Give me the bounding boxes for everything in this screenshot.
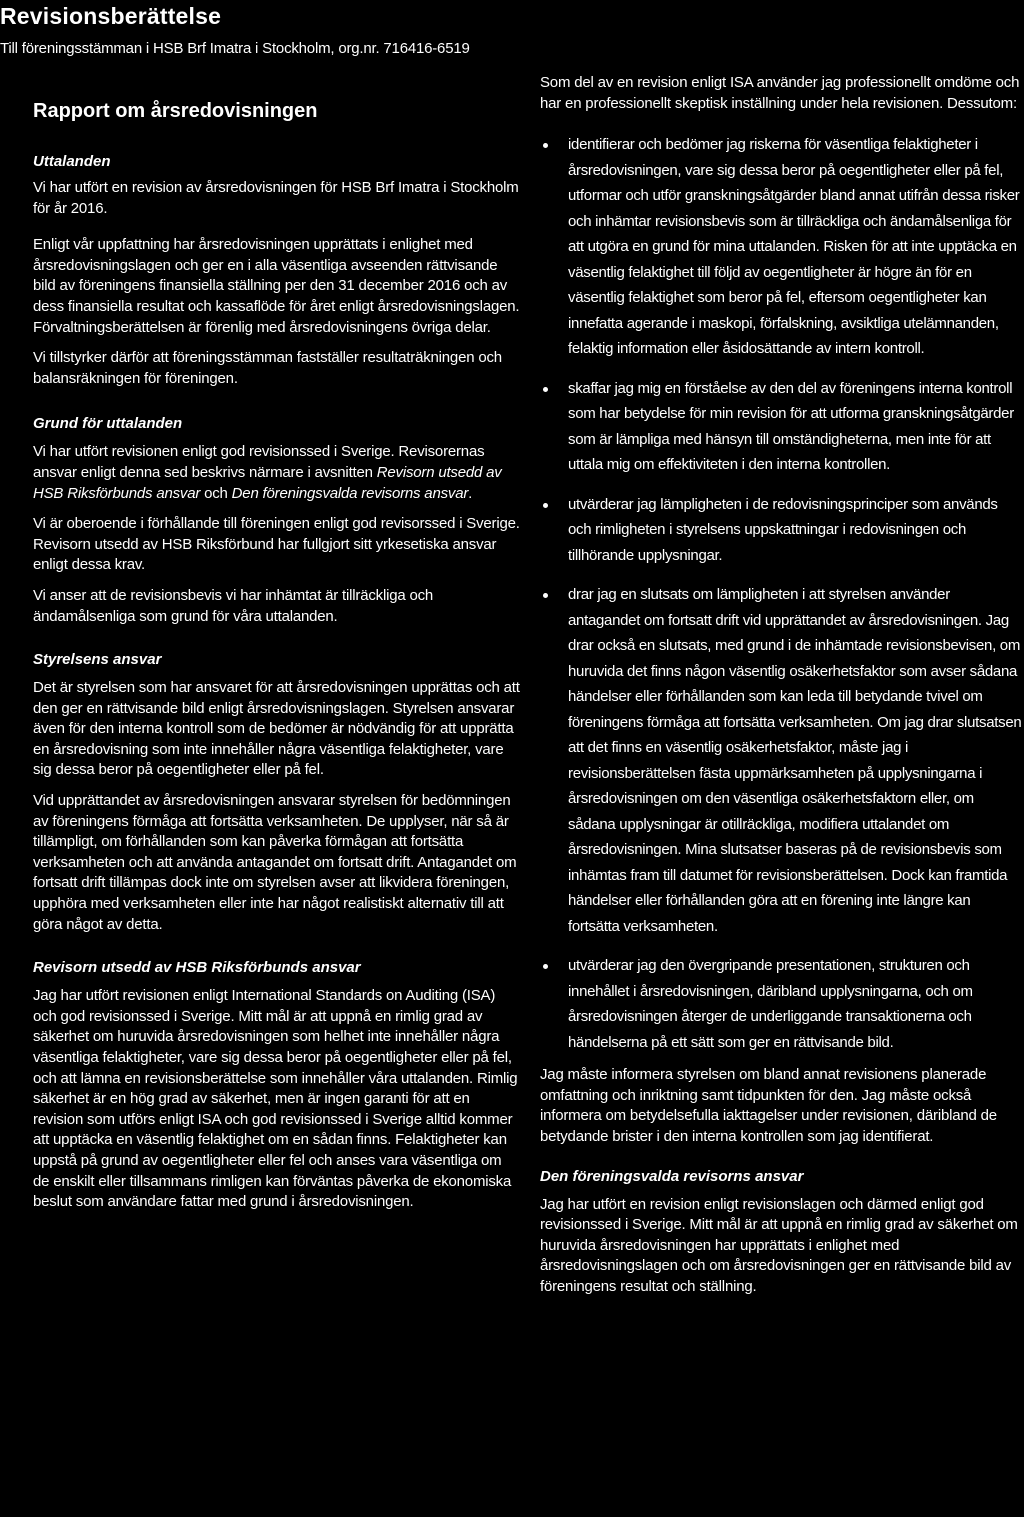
bullet-icon [543, 964, 548, 969]
document-subtitle: Till föreningsstämman i HSB Brf Imatra i Stockholm, org.nr. 716416-6519 [0, 40, 470, 57]
paragraph-grund-1 [33, 442, 520, 504]
heading-uttalanden: Uttalanden [33, 153, 111, 170]
bullet-icon [543, 143, 548, 148]
list-item: utvärderar jag den övergripande presentationen, strukturen och innehållet i årsredovisningen, däribland upplysningarna, och om årsredovisningen återger de underliggande transaktionerna och händelserna på ett sätt som ger en rättvisande bild. [540, 953, 1024, 1055]
list-item: drar jag en slutsats om lämpligheten i att styrelsen använder antagandet om fortsatt drift vid upprättandet av årsredovisningen. Jag drar också en slutsats, med grund i de inhämtade revisionsbevisen, om huruvida det finns någon väsentlig osäkerhetsfaktor som avser sådana händelser eller förhållanden som kan leda till betydande tvivel om föreningens förmåga att fortsätta verksamheten. Om jag drar slutsatsen att det finns en väsentlig osäkerhetsfaktor, måste jag i revisionsberättelsen fästa uppmärksamheten på upplysningarna i årsredovisningen om den väsentliga osäkerhetsfaktorn eller, om sådana upplysningar är otillräckliga, modifiera uttalandet om årsredovisningen. Mina slutsatser baseras på de revisionsbevis som inhämtas fram till datumet för revisionsberättelsen. Dock kan framtida händelser eller förhållanden göra att en förening inte längre kan fortsätta verksamheten. [540, 582, 1024, 939]
section-title-rapport: Rapport om årsredovisningen [33, 100, 318, 122]
grund-italic-ref-1: Revisorn utsedd av HSB Riksförbunds ansvar [33, 463, 502, 502]
grund-end: . [468, 484, 473, 502]
paragraph-grund-3: Vi anser att de revisionsbevis vi har inhämtat är tillräckliga och ändamålsenliga som grund för våra uttalanden. [33, 586, 434, 625]
document-title: Revisionsberättelse [0, 3, 222, 29]
heading-styrelsen: Styrelsens ansvar [33, 651, 162, 669]
grund-italic-ref-2: Den föreningsvalda revisorns ansvar [231, 484, 469, 502]
paragraph-intro: Som del av en revision enligt ISA använder jag professionellt omdöme och har en professionellt skeptisk inställning under hela revisionen. Dessutom: [540, 74, 1020, 112]
bullet-icon [543, 387, 548, 392]
heading-grund: Grund för uttalanden [33, 415, 183, 433]
paragraph-grund-2: Vi är oberoende i förhållande till föreningen enligt god revisorssed i Sverige. Revisorn utsedd av HSB Riksförbund har fullgjort sitt yrkesetiska ansvar enligt dessa krav. [33, 515, 520, 574]
list-item: identifierar och bedömer jag riskerna för väsentliga felaktigheter i årsredovisningen, vare sig dessa beror på oegentligheter eller på fel, utformar och utför granskningsåtgärder bland annat utifrån dessa risker och inhämtar revisionsbevis som är tillräckliga och ändamålsenliga för att utgöra en grund för mina uttalanden. Risken för att inte upptäcka en väsentlig felaktighet till följd av oegentligheter är högre än för en väsentlig felaktighet som beror på fel, eftersom oegentligheter kan innefatta agerande i maskopi, förfalskning, avsiktliga utelämnanden, felaktig information eller åsidosättande av intern kontroll. [540, 132, 1024, 362]
paragraph-foreningsvald-1: Jag har utfört en revision enligt revisionslagen och därmed enligt god revisionssed i Sverige. Mitt mål är att uppnå en rimlig grad av säkerhet om huruvida årsredovisningen har upprättats i enlighet med årsredovisningslagen och om årsredovisningen ger en rättvisande bild av föreningens resultat och ställning. [540, 1195, 1018, 1295]
right-column [540, 73, 1024, 1312]
paragraph-uttalanden-2: Enligt vår uppfattning har årsredovisningen upprättats i enlighet med årsredovisningslagen och ger en i alla väsentliga avseenden rättvisande bild av föreningens finansiella ställning per den 31 december 2016 och av dess finansiella resultat och kassaflöde för året enligt årsredovisningslagen. Förvaltningsberättelsen är förenlig med årsredovisningens övriga delar. [33, 236, 520, 336]
bullet-icon [543, 593, 548, 598]
paragraph-uttalanden-1: Vi har utfört en revision av årsredovisningen för HSB Brf Imatra i Stockholm för år 2016. [33, 179, 519, 217]
heading-foreningsvald: Den föreningsvalda revisorns ansvar [540, 1167, 804, 1185]
grund-text: Vi har utfört revisionen enligt god revisionssed i Sverige. Revisorernas ansvar enligt denna sed beskrivs närmare i avsnitten [33, 443, 485, 481]
paragraph-inform: Jag måste informera styrelsen om bland annat revisionens planerade omfattning och inriktning samt tidpunkten för den. Jag måste också informera om betydelsefulla iakttagelser under revisionen, däribland de betydande brister i den interna kontrollen som jag identifierat. [540, 1066, 997, 1145]
bullet-icon [543, 503, 548, 508]
heading-revisorn-hsb: Revisorn utsedd av HSB Riksförbunds ansvar [33, 959, 361, 977]
list-item: utvärderar jag lämpligheten i de redovisningsprinciper som används och rimligheten i styrelsens uppskattningar i redovisningen och tillhörande upplysningar. [540, 492, 1024, 569]
bullet-list [540, 132, 1024, 1055]
paragraph-styrelsen-1: Det är styrelsen som har ansvaret för att årsredovisningen upprättas och att den ger en rättvisande bild enligt årsredovisningslagen. Styrelsen ansvarar även för den interna kontroll som de bedömer är nödvändig för att upprätta en årsredovisning som inte innehåller några väsentliga felaktigheter, vare sig dessa beror på oegentligheter eller på fel. [33, 679, 520, 779]
paragraph-revisorn-hsb-1: Jag har utfört revisionen enligt International Standards on Auditing (ISA) och god revisionssed i Sverige. Mitt mål är att uppnå en rimlig grad av säkerhet om huruvida årsredovisningen som helhet inte innehåller några väsentliga felaktigheter, vare sig dessa beror på oegentligheter eller på fel, och att lämna en revisionsberättelse som innehåller våra uttalanden. Rimlig säkerhet är en hög grad av säkerhet, men är ingen garanti för att en revision som utförs enligt ISA och god revisionssed i Sverige alltid kommer att upptäcka en väsentlig felaktighet om en sådan finns. Felaktigheter kan uppstå på grund av oegentligheter eller fel och anses vara väsentliga om de enskilt eller tillsammans rimligen kan förväntas påverka de ekonomiska beslut som användare fattar med grund i årsredovisningen. [33, 987, 518, 1211]
grund-and: och [200, 484, 232, 502]
left-column [0, 100, 520, 1227]
paragraph-uttalanden-3: Vi tillstyrker därför att föreningsstämman fastställer resultaträkningen och balansräkningen för föreningen. [33, 349, 502, 387]
paragraph-styrelsen-2: Vid upprättandet av årsredovisningen ansvarar styrelsen för bedömningen av föreningens förmåga att fortsätta verksamheten. De upplyser, när så är tillämpligt, om förhållanden som kan påverka förmågan att fortsätta verksamheten och att använda antagandet om fortsatt drift. Antagandet om fortsatt drift tillämpas dock inte om styrelsen avser att likvidera föreningen, upphöra med verksamheten eller inte har något realistiskt alternativ till att göra något av detta. [33, 792, 517, 933]
list-item: skaffar jag mig en förståelse av den del av föreningens interna kontroll som har betydelse för min revision för att utforma granskningsåtgärder som är lämpliga med hänsyn till omständigheterna, men inte för att uttala mig om effektiviteten i den interna kontrollen. [540, 376, 1024, 478]
